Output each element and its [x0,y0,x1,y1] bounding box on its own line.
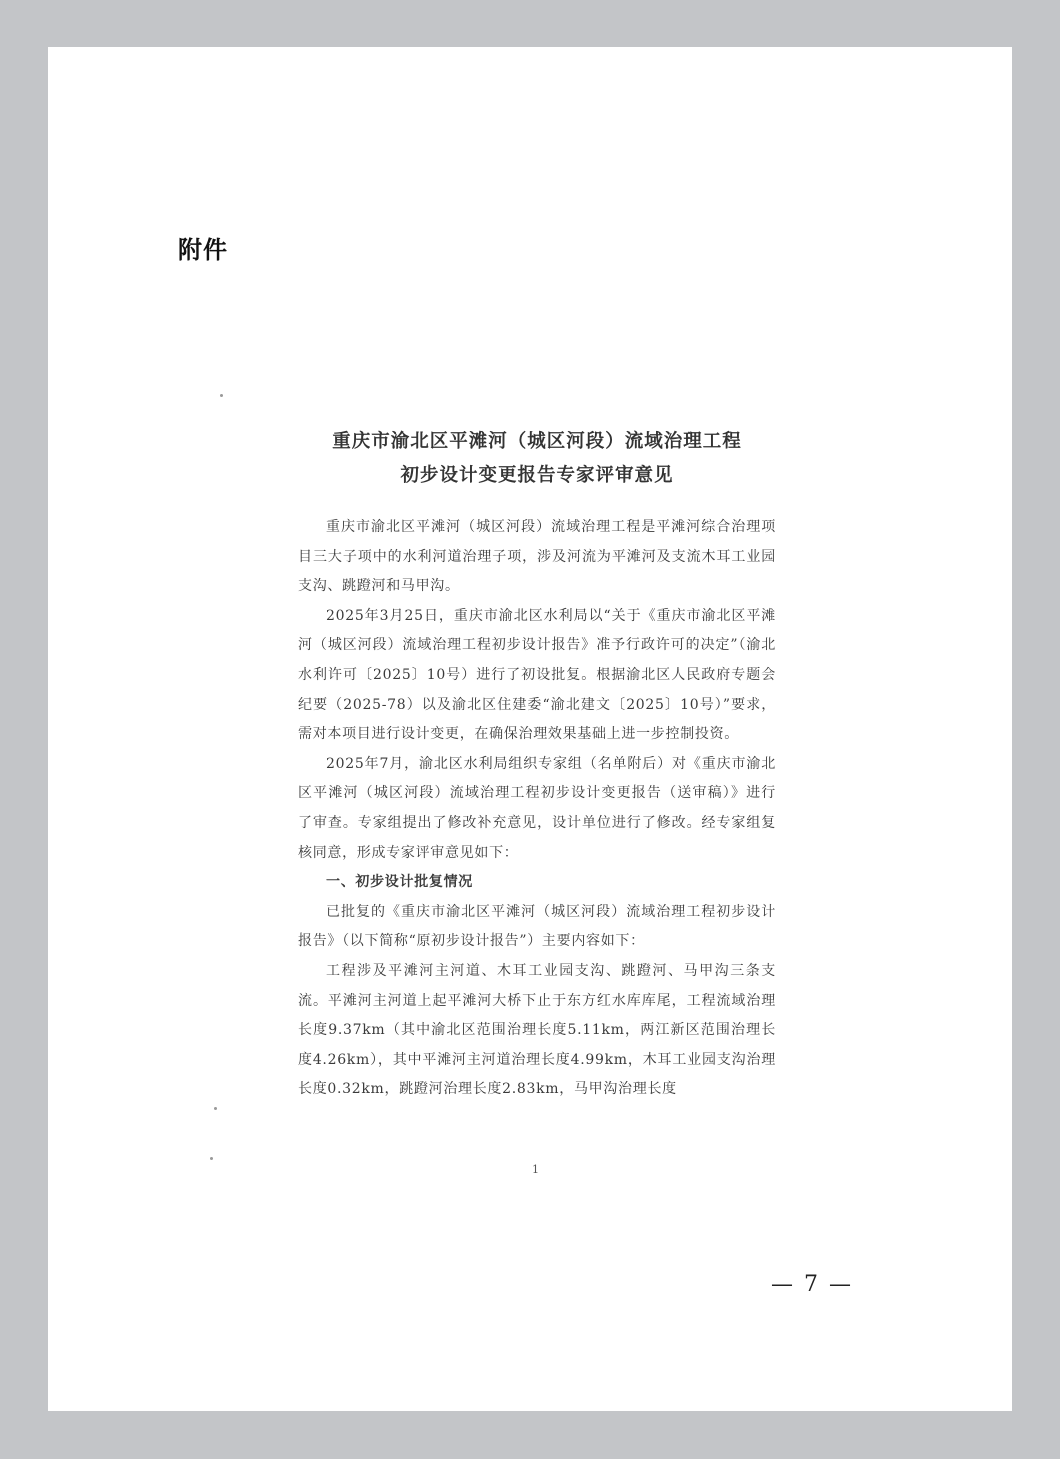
paragraph-review-process: 2025年7月，渝北区水利局组织专家组（名单附后）对《重庆市渝北区平滩河（城区河段）流域治理工程初步设计变更报告（送审稿）》进行了审查。专家组提出了修改补充意见，设计单位进行了修改。经专家组复核同意，形成专家评审意见如下： [298,755,776,861]
scan-speck [220,394,223,397]
paragraph-project-intro: 重庆市渝北区平滩河（城区河段）流域治理工程是平滩河综合治理项目三大子项中的水利河道治理子项，涉及河流为平滩河及支流木耳工业园支沟、跳蹬河和马甲沟。 [298,519,776,595]
paragraph-project-scope: 工程涉及平滩河主河道、木耳工业园支沟、跳蹬河、马甲沟三条支流。平滩河主河道上起平滩河大桥下止于东方红水库库尾，工程流域治理长度9.37km（其中渝北区范围治理长度5.11km，两江新区范围治理长度4.26km），其中平滩河主河道治理长度4.99km，木耳工业园支沟治理长度0.32km，跳蹬河治理长度2.83km，马甲沟治理长度 [298,962,776,1098]
scan-speck [210,1157,213,1160]
section-heading: 一、初步设计批复情况 [326,874,473,891]
attachment-label: 附件 [178,236,228,264]
paragraph-approval-history: 2025年3月25日，重庆市渝北区水利局以“关于《重庆市渝北区平滩河（城区河段）流域治理工程初步设计报告》准予行政许可的决定”（渝北水利许可〔2025〕10号）进行了初设批复。根据渝北区人民政府专题会纪要（2025-78）以及渝北区住建委“渝北建文〔2025〕10号）”要求，需对本项目进行设计变更，在确保治理效果基础上进一步控制投资。 [298,607,776,743]
document-title-line-1: 重庆市渝北区平滩河（城区河段）流域治理工程 [332,431,742,452]
scan-speck [214,1107,217,1110]
document-title [298,425,776,493]
page-number: — 7 — [771,1272,853,1297]
scanned-document [298,425,776,1105]
paragraph-approved-report: 已批复的《重庆市渝北区平滩河（城区河段）流域治理工程初步设计报告》（以下简称“原初步设计报告”）主要内容如下： [298,903,776,950]
document-body [298,513,776,1105]
scan-page-number: 1 [532,1163,539,1176]
document-page [48,47,1012,1411]
document-title-line-2: 初步设计变更报告专家评审意见 [400,465,674,486]
